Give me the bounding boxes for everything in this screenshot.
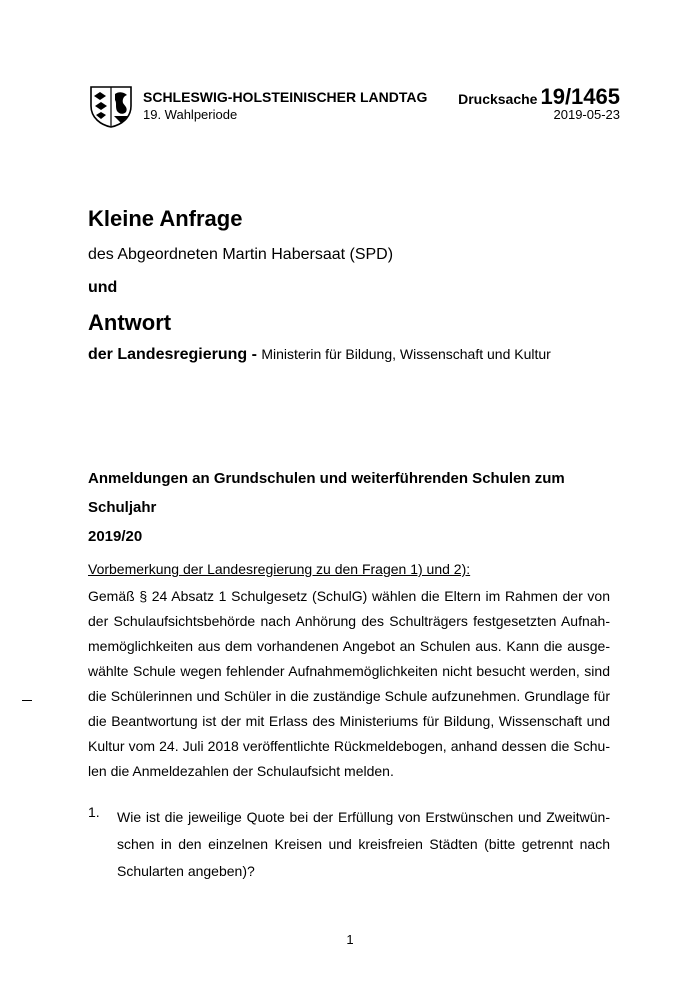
body-line: memöglichkeiten aus dem vorhandenen Angebot an Schulen aus. Kann die ausge-	[88, 638, 610, 654]
question-line: Schularten angeben)?	[117, 863, 255, 879]
body-line: Kultur vom 24. Juli 2018 veröffentlichte Rückmeldebogen, anhand dessen die Schu-	[88, 738, 610, 754]
title-antwort: Antwort	[88, 310, 172, 335]
title-kleine-anfrage: Kleine Anfrage	[88, 206, 243, 231]
subject-heading	[88, 464, 608, 551]
document-number: 19/1465	[540, 84, 620, 109]
body-line: die Schülerinnen und Schüler in die zuständige Schule aufzunehmen. Grundlage für	[88, 688, 610, 704]
page-number: 1	[346, 932, 354, 947]
subject-line-2: 2019/20	[88, 528, 143, 545]
government-line	[88, 346, 551, 364]
document-date: 2019-05-23	[553, 107, 620, 122]
ministry-name: Ministerin für Bildung, Wissenschaft und Kultur	[261, 346, 551, 362]
legislative-period: 19. Wahlperiode	[143, 107, 238, 122]
title-und: und	[88, 279, 118, 296]
body-line: die Beantwortung ist der mit Erlass des Ministeriums für Bildung, Wissenschaft und	[88, 713, 610, 729]
preliminary-remark-body	[88, 584, 610, 784]
preliminary-remark-heading: Vorbemerkung der Landesregierung zu den Fragen 1) und 2):	[88, 561, 471, 577]
question-line: Wie ist die jeweilige Quote bei der Erfüllung von Erstwünschen und Zweitwün-	[117, 809, 610, 825]
coat-of-arms-logo	[88, 84, 134, 128]
body-line: len die Anmeldezahlen der Schulaufsicht melden.	[88, 763, 394, 779]
government-label: der Landesregierung -	[88, 346, 257, 363]
document-label: Drucksache	[458, 91, 538, 107]
question-number: 1.	[88, 804, 100, 820]
questioner-line: des Abgeordneten Martin Habersaat (SPD)	[88, 246, 394, 263]
parliament-name: SCHLESWIG-HOLSTEINISCHER LANDTAG	[143, 89, 428, 105]
body-line: der Schulaufsichtsbehörde nach Anhörung des Schulträgers festgesetzten Aufnah-	[88, 613, 610, 629]
body-line: Gemäß § 24 Absatz 1 Schulgesetz (SchulG) wählen die Eltern im Rahmen der von	[88, 588, 610, 604]
margin-dash-mark	[22, 700, 32, 701]
question-text	[117, 804, 610, 885]
subject-line-1: Anmeldungen an Grundschulen und weiterführenden Schulen zum Schuljahr	[88, 470, 565, 516]
question-line: schen in den einzelnen Kreisen und kreisfreien Städten (bitte getrennt nach	[117, 836, 610, 852]
body-line: wählte Schule wegen fehlender Aufnahmemöglichkeiten nicht besucht werden, sind	[88, 663, 610, 679]
